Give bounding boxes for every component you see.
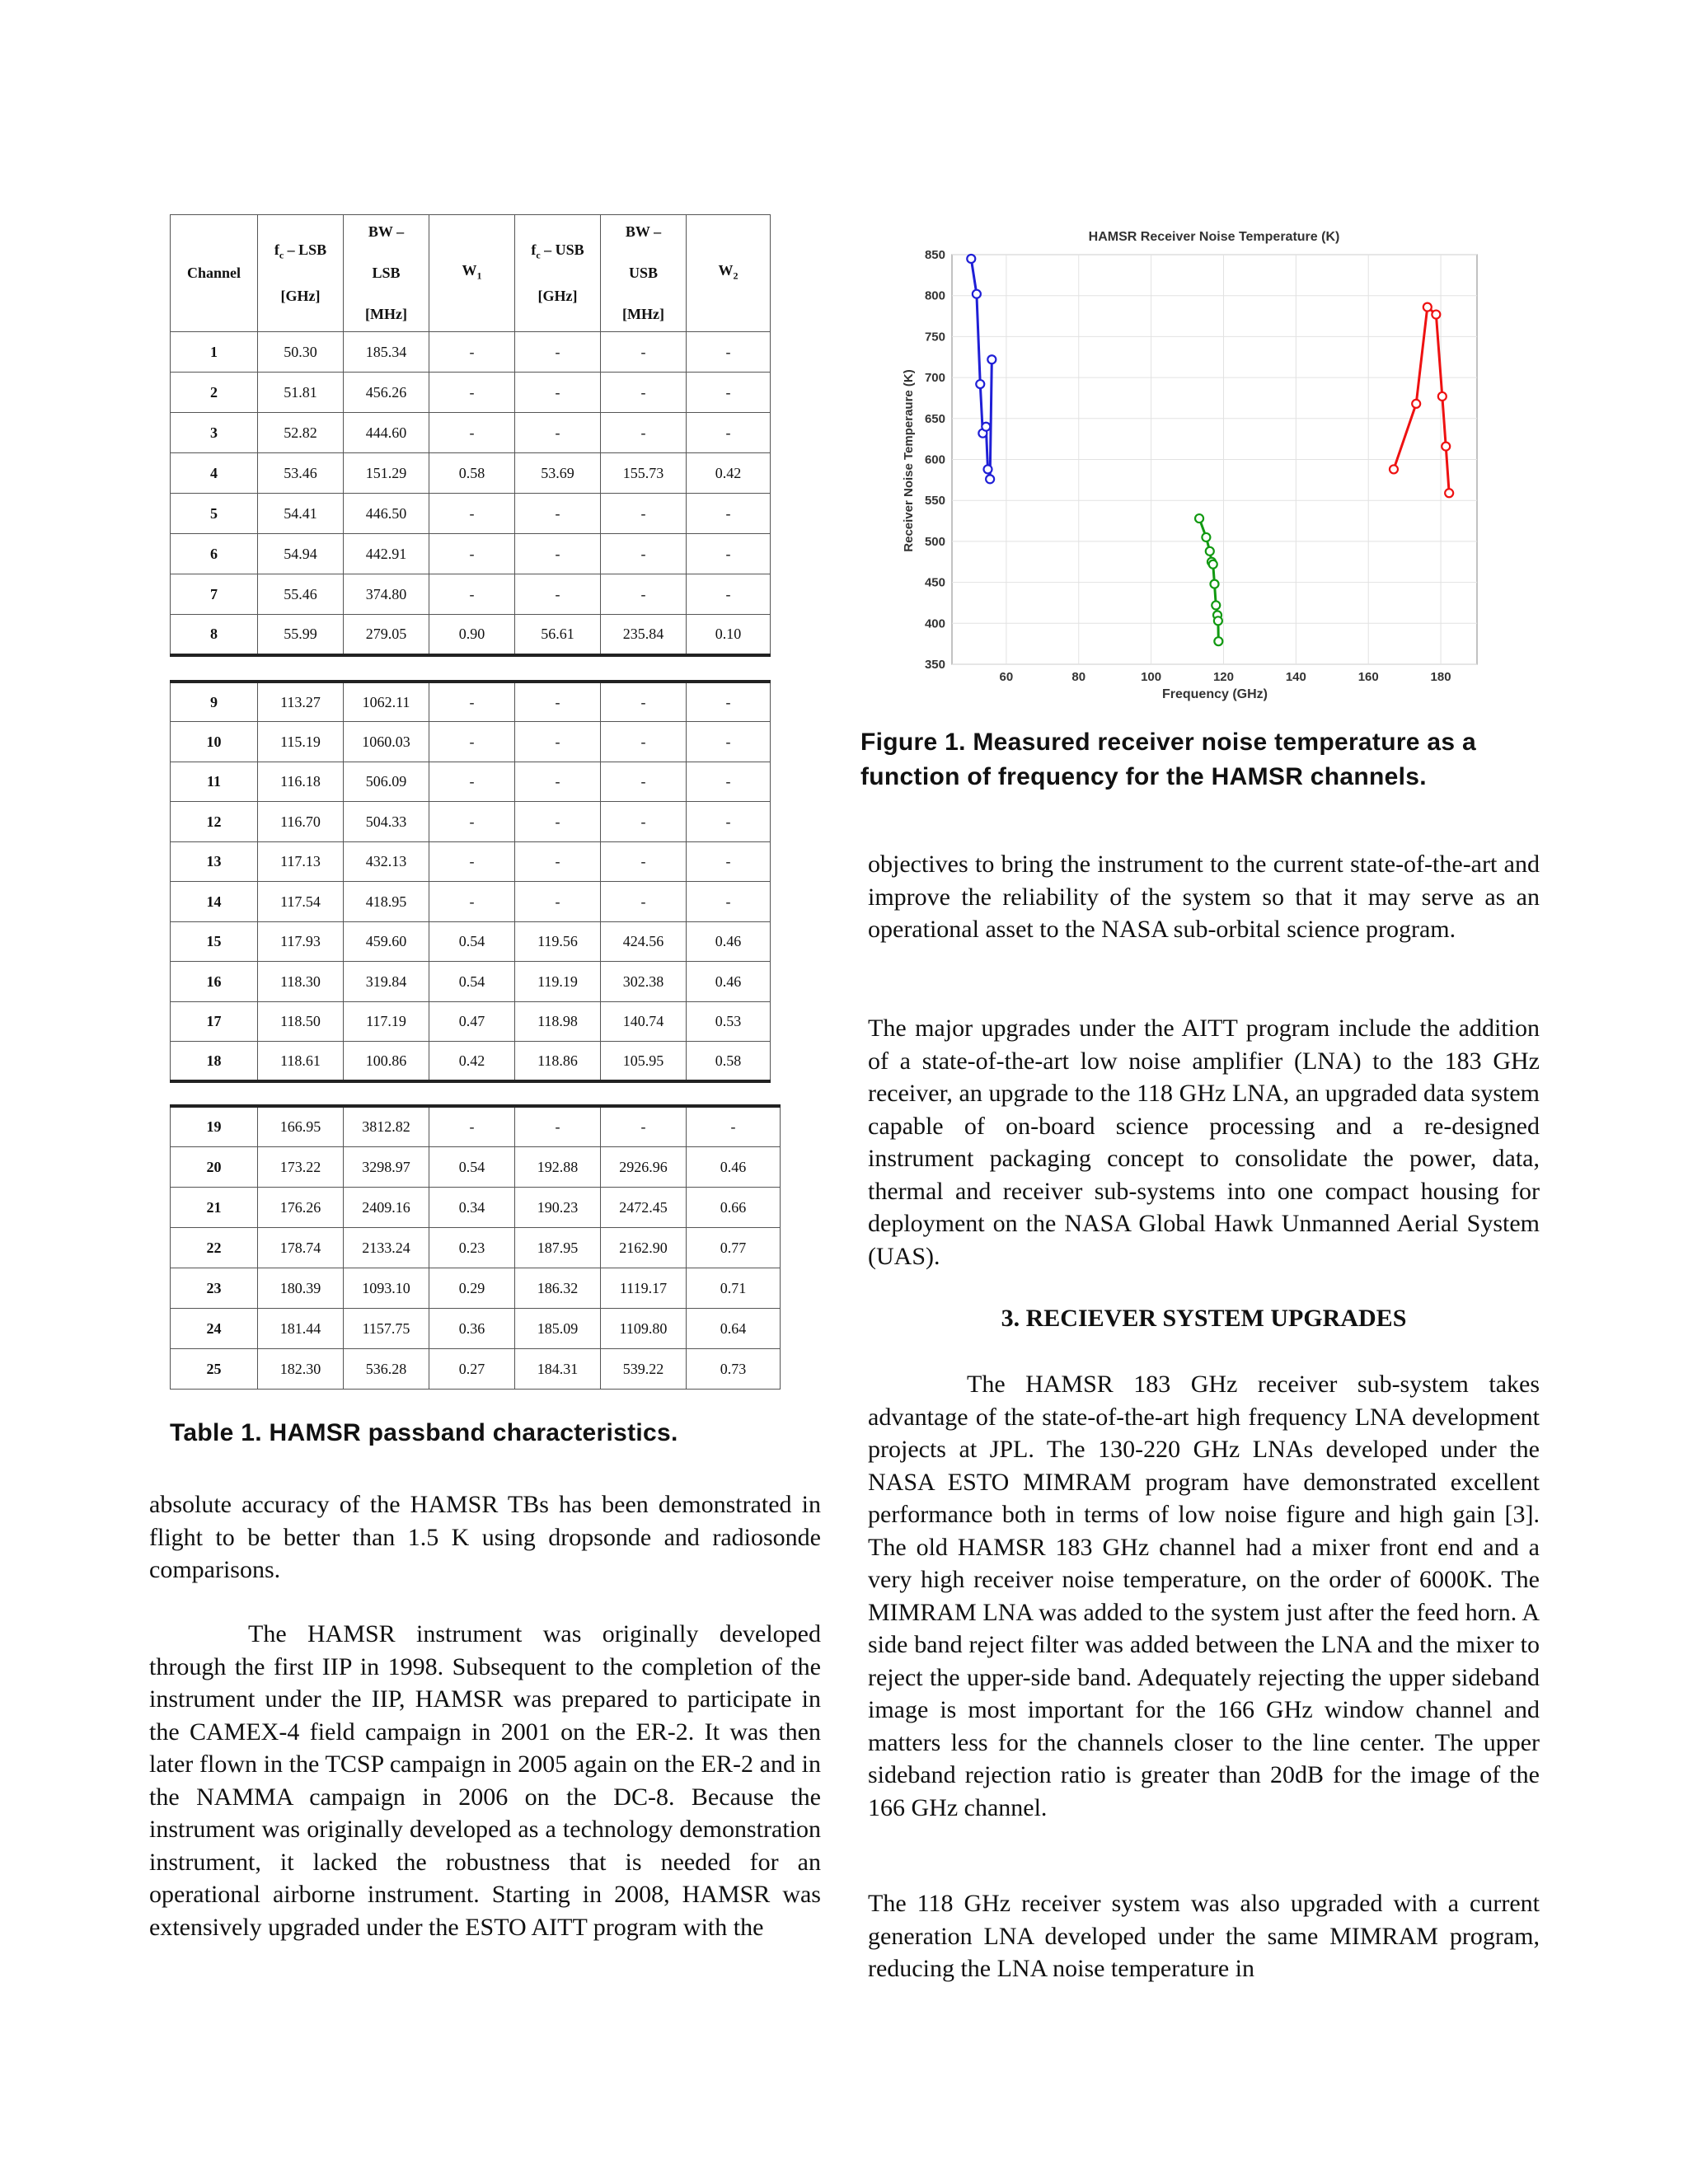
header-w1 <box>429 215 515 332</box>
table-cell: 118.30 <box>258 962 344 1002</box>
table-cell: 0.42 <box>687 453 771 494</box>
table-cell: 180.39 <box>258 1268 344 1308</box>
table-cell: 1157.75 <box>344 1308 429 1348</box>
table-cell: 0.46 <box>687 921 771 962</box>
table-cell: 173.22 <box>258 1146 344 1187</box>
chart-svg <box>894 221 1488 705</box>
chart-data-point <box>986 475 994 483</box>
table-cell: - <box>687 332 771 373</box>
figure-caption: Figure 1. Measured receiver noise temperature as a function of frequency for the HAMSR channels. <box>860 729 1476 790</box>
table-cell: 187.95 <box>515 1227 601 1268</box>
chart-x-tick-label: 120 <box>1212 670 1234 684</box>
table-cell: 1109.80 <box>601 1308 687 1348</box>
table-group-118ghz <box>171 682 771 1081</box>
table-row <box>171 1308 781 1348</box>
table-cell: - <box>429 882 515 922</box>
passband-table-top <box>170 214 771 657</box>
table-cell-channel: 9 <box>171 682 258 722</box>
table-row <box>171 332 771 373</box>
table-cell: 459.60 <box>344 921 429 962</box>
header-bw-lsb-3: [MHz] <box>365 306 407 322</box>
table-cell: 446.50 <box>344 494 429 534</box>
table-cell-channel: 16 <box>171 962 258 1002</box>
table-row <box>171 722 771 762</box>
chart-y-tick-label: 350 <box>924 658 945 672</box>
table-cell-channel: 20 <box>171 1146 258 1187</box>
table-cell: - <box>515 762 601 802</box>
table-cell: 1119.17 <box>601 1268 687 1308</box>
table-cell: 374.80 <box>344 574 429 615</box>
table-cell: - <box>687 682 771 722</box>
table-cell: - <box>687 841 771 882</box>
table-cell: - <box>429 722 515 762</box>
table-cell: - <box>515 413 601 453</box>
table-cell: - <box>601 373 687 413</box>
table-cell: 424.56 <box>601 921 687 962</box>
table-cell: 117.93 <box>258 921 344 962</box>
table-row <box>171 413 771 453</box>
table-cell: 432.13 <box>344 841 429 882</box>
table-cell: 51.81 <box>258 373 344 413</box>
table-cell: - <box>515 373 601 413</box>
table-row <box>171 1268 781 1308</box>
table-cell-channel: 1 <box>171 332 258 373</box>
table-cell: 0.90 <box>429 615 515 655</box>
table-cell: - <box>429 332 515 373</box>
table-cell: - <box>601 762 687 802</box>
table-cell: - <box>515 494 601 534</box>
header-bw-usb <box>601 215 687 332</box>
table-cell-channel: 10 <box>171 722 258 762</box>
table-cell-channel: 6 <box>171 534 258 574</box>
table-cell: - <box>687 534 771 574</box>
table-cell: 0.10 <box>687 615 771 655</box>
table-row <box>171 762 771 802</box>
table-cell-channel: 14 <box>171 882 258 922</box>
table-cell: 0.36 <box>429 1308 515 1348</box>
header-w2 <box>687 215 771 332</box>
header-fc-lsb-unit: [GHz] <box>280 288 321 305</box>
table-cell: 166.95 <box>258 1106 344 1146</box>
table-cell: 117.54 <box>258 882 344 922</box>
table-cell: 118.98 <box>515 1001 601 1042</box>
chart-data-point <box>1442 443 1450 451</box>
table-cell: - <box>429 802 515 842</box>
table-cell: 140.74 <box>601 1001 687 1042</box>
table-cell: 444.60 <box>344 413 429 453</box>
left-paragraph-1: absolute accuracy of the HAMSR TBs has been demonstrated in flight to be better than 1.5 K using dropsonde and radiosonde comparisons. <box>149 1491 821 1583</box>
table-cell: 536.28 <box>344 1348 429 1389</box>
passband-table-bottom <box>170 1104 781 1390</box>
chart-y-tick-label: 750 <box>924 330 945 344</box>
header-w1-w: W <box>462 261 477 279</box>
table-cell: 2162.90 <box>601 1227 687 1268</box>
chart-y-tick-label: 800 <box>924 288 945 303</box>
table-row <box>171 1146 781 1187</box>
table-cell: - <box>429 373 515 413</box>
table-cell: 0.73 <box>687 1348 781 1389</box>
table-cell: - <box>515 722 601 762</box>
table-cell: 118.86 <box>515 1042 601 1082</box>
chart-data-point <box>967 255 975 263</box>
header-fc-lsb <box>258 215 344 332</box>
chart-x-tick-label: 160 <box>1357 670 1379 684</box>
table-cell: 176.26 <box>258 1187 344 1227</box>
table-cell: 2926.96 <box>601 1146 687 1187</box>
table-cell: - <box>515 802 601 842</box>
chart-x-axis-label: Frequency (GHz) <box>1161 687 1268 701</box>
table-cell: - <box>429 682 515 722</box>
table-cell: 0.46 <box>687 1146 781 1187</box>
table-cell: 155.73 <box>601 453 687 494</box>
header-bw-usb-1: BW – <box>625 223 662 240</box>
table-cell: 115.19 <box>258 722 344 762</box>
chart-data-point <box>1214 637 1222 645</box>
table-cell: 2472.45 <box>601 1187 687 1227</box>
table-cell: 319.84 <box>344 962 429 1002</box>
table-cell: 0.77 <box>687 1227 781 1268</box>
table-cell: 190.23 <box>515 1187 601 1227</box>
table-cell: - <box>601 413 687 453</box>
section-heading: 3. RECIEVER SYSTEM UPGRADES <box>1001 1305 1407 1332</box>
chart-y-tick-label: 700 <box>924 371 945 386</box>
right-paragraph-4: The 118 GHz receiver system was also upgraded with a current generation LNA developed under the same MIMRAM program, reducing the LNA noise temperature in <box>868 1890 1540 1982</box>
table-cell: 1062.11 <box>344 682 429 722</box>
table-cell-channel: 13 <box>171 841 258 882</box>
table-cell: - <box>515 682 601 722</box>
table-cell-channel: 4 <box>171 453 258 494</box>
table-cell: - <box>601 574 687 615</box>
chart-x-tick-label: 100 <box>1141 670 1162 684</box>
table-row <box>171 682 771 722</box>
table-cell-channel: 25 <box>171 1348 258 1389</box>
table-cell: 2409.16 <box>344 1187 429 1227</box>
chart-data-point <box>1195 514 1203 523</box>
table-cell: 53.46 <box>258 453 344 494</box>
chart-data-point <box>1214 616 1222 625</box>
table-cell: - <box>601 722 687 762</box>
table-cell: 0.54 <box>429 962 515 1002</box>
table-cell: - <box>601 841 687 882</box>
table-cell: 0.58 <box>429 453 515 494</box>
header-fc-lsb-f: f <box>274 241 279 258</box>
table-cell: 3298.97 <box>344 1146 429 1187</box>
chart-data-point <box>1423 303 1432 312</box>
table-cell: - <box>601 1106 687 1146</box>
table-cell-channel: 15 <box>171 921 258 962</box>
table-cell: 0.71 <box>687 1268 781 1308</box>
table-row <box>171 882 771 922</box>
table-cell-channel: 23 <box>171 1268 258 1308</box>
table-cell: 0.23 <box>429 1227 515 1268</box>
chart-y-tick-label: 650 <box>924 411 945 426</box>
table-cell: - <box>515 841 601 882</box>
table-cell: 116.18 <box>258 762 344 802</box>
table-cell: 506.09 <box>344 762 429 802</box>
table-row <box>171 615 771 655</box>
table-cell: 0.54 <box>429 1146 515 1187</box>
table-row <box>171 1187 781 1227</box>
table-cell: 1060.03 <box>344 722 429 762</box>
header-bw-lsb-1: BW – <box>368 223 405 240</box>
right-paragraph-3: The HAMSR 183 GHz receiver sub-system takes advantage of the state-of-the-art high frequency LNA development projects at JPL. The 130-220 GHz LNAs developed under the NASA ESTO MIMRAM program have demonstrated excellent performance both in terms of low noise figure and high gain [3]. The old HAMSR 183 GHz channel had a mixer front end and a very high receiver noise temperature, on the order of 6000K. The MIMRAM LNA was added to the system just after the feed horn. A side band reject filter was added between the LNA and the mixer to reject the upper-side band. Adequately rejecting the upper sideband image is most important for the 166 GHz window channel and matters less for the channels closer to the line center. The upper sideband rejection ratio is greater than 20dB for the image of the 166 GHz channel. <box>868 1371 1540 1821</box>
table-cell-channel: 8 <box>171 615 258 655</box>
table-cell: 0.58 <box>687 1042 771 1082</box>
table-cell: 118.61 <box>258 1042 344 1082</box>
table-cell: - <box>687 762 771 802</box>
table-cell: 56.61 <box>515 615 601 655</box>
table-cell: - <box>515 534 601 574</box>
header-fc-usb-sub: c <box>536 249 541 261</box>
table-cell: 0.42 <box>429 1042 515 1082</box>
table-cell: 117.13 <box>258 841 344 882</box>
table-cell: - <box>429 413 515 453</box>
table-row <box>171 1001 771 1042</box>
chart-data-point <box>1202 533 1210 541</box>
table-cell: - <box>687 373 771 413</box>
table-cell: 442.91 <box>344 534 429 574</box>
chart-y-axis-label: Receiver Noise Temperaure (K) <box>902 369 916 552</box>
table-cell: 3812.82 <box>344 1106 429 1146</box>
table-cell: 55.99 <box>258 615 344 655</box>
table-cell: 539.22 <box>601 1348 687 1389</box>
table-cell: 54.41 <box>258 494 344 534</box>
table-cell: 279.05 <box>344 615 429 655</box>
chart-x-tick-label: 80 <box>1071 670 1086 684</box>
table-cell: 182.30 <box>258 1348 344 1389</box>
table-cell: 117.19 <box>344 1001 429 1042</box>
chart-y-tick-label: 600 <box>924 452 945 467</box>
table-cell: 2133.24 <box>344 1227 429 1268</box>
table-cell: - <box>687 1106 781 1146</box>
header-fc-lsb-rest: – LSB <box>284 241 327 258</box>
header-w2-w: W <box>718 261 734 279</box>
table-cell: 0.27 <box>429 1348 515 1389</box>
header-bw-lsb-2: LSB <box>372 265 401 281</box>
chart-data-point <box>1432 311 1440 319</box>
left-paragraph-2: The HAMSR instrument was originally developed through the first IIP in 1998. Subsequent to the completion of the instrument under the IIP, HAMSR was prepared to participate in the CAMEX-4 field campaign in 2001 on the ER-2. It was then later flown in the TCSP campaign in 2005 again on the ER-2 and in the NAMMA campaign in 2006 on the DC-8. Because the instrument was originally developed as a technology demonstration instrument, it lacked the robustness that is needed for an operational airborne instrument. Starting in 2008, HAMSR was extensively upgraded under the ESTO AITT program with the <box>149 1620 821 1941</box>
table-cell: 456.26 <box>344 373 429 413</box>
table-cell-channel: 5 <box>171 494 258 534</box>
chart-y-tick-label: 550 <box>924 494 945 509</box>
header-bw-usb-2: USB <box>628 265 658 281</box>
header-channel: Channel <box>171 215 258 332</box>
header-fc-usb-f: f <box>531 241 537 258</box>
table-caption: Table 1. HAMSR passband characteristics. <box>170 1419 678 1446</box>
header-bw-lsb <box>344 215 429 332</box>
table-cell-channel: 18 <box>171 1042 258 1082</box>
table-cell: 54.94 <box>258 534 344 574</box>
chart-data-point <box>1212 601 1220 609</box>
chart-x-tick-label: 60 <box>999 670 1014 684</box>
table-cell: 181.44 <box>258 1308 344 1348</box>
table-cell: - <box>687 413 771 453</box>
table-cell: 151.29 <box>344 453 429 494</box>
table-cell: - <box>515 882 601 922</box>
table-cell: - <box>515 1106 601 1146</box>
table-cell: 113.27 <box>258 682 344 722</box>
table-cell: 0.46 <box>687 962 771 1002</box>
table-cell: 302.38 <box>601 962 687 1002</box>
chart-data-point <box>1211 580 1219 588</box>
table-row <box>171 841 771 882</box>
chart-y-tick-label: 850 <box>924 248 945 262</box>
table-cell: - <box>601 534 687 574</box>
table-cell: 192.88 <box>515 1146 601 1187</box>
noise-temperature-chart <box>894 221 1488 705</box>
table-cell-channel: 2 <box>171 373 258 413</box>
table-cell: - <box>429 1106 515 1146</box>
chart-y-tick-label: 450 <box>924 575 945 590</box>
table-cell: 105.95 <box>601 1042 687 1082</box>
table-cell: 0.66 <box>687 1187 781 1227</box>
passband-table-middle <box>170 680 771 1083</box>
chart-data-point <box>1412 400 1420 408</box>
right-paragraph-1: objectives to bring the instrument to the current state-of-the-art and improve the reliability of the system so that it may serve as an operational asset to the NASA sub-orbital science program. <box>868 851 1540 943</box>
table-cell: - <box>429 494 515 534</box>
table-cell: 185.34 <box>344 332 429 373</box>
table-cell: 53.69 <box>515 453 601 494</box>
chart-data-point <box>983 465 992 473</box>
table-cell: - <box>515 574 601 615</box>
table-row <box>171 921 771 962</box>
table-row <box>171 494 771 534</box>
table-row <box>171 1042 771 1082</box>
chart-x-tick-label: 180 <box>1430 670 1451 684</box>
table-cell: 119.19 <box>515 962 601 1002</box>
table-cell: - <box>429 762 515 802</box>
table-cell: 50.30 <box>258 332 344 373</box>
header-w2-sub: 2 <box>733 269 738 282</box>
table-cell: 0.53 <box>687 1001 771 1042</box>
chart-data-point <box>982 423 990 431</box>
table-cell: 52.82 <box>258 413 344 453</box>
chart-data-point <box>976 380 984 388</box>
table-cell-channel: 11 <box>171 762 258 802</box>
table-row <box>171 453 771 494</box>
chart-x-tick-label: 140 <box>1285 670 1306 684</box>
table-group-183ghz <box>171 1106 781 1389</box>
table-cell: - <box>515 332 601 373</box>
table-header-row <box>171 215 771 332</box>
table-cell: - <box>429 841 515 882</box>
table-cell: - <box>687 802 771 842</box>
table-cell: - <box>429 534 515 574</box>
chart-y-tick-label: 400 <box>924 616 945 631</box>
table-cell-channel: 17 <box>171 1001 258 1042</box>
table-cell: 186.32 <box>515 1268 601 1308</box>
table-cell: 0.47 <box>429 1001 515 1042</box>
table-row <box>171 373 771 413</box>
table-cell-channel: 7 <box>171 574 258 615</box>
table-row <box>171 574 771 615</box>
table-cell: 118.50 <box>258 1001 344 1042</box>
chart-data-point <box>973 290 981 298</box>
chart-y-tick-label: 500 <box>924 534 945 549</box>
table-cell: - <box>687 494 771 534</box>
table-cell: - <box>601 494 687 534</box>
chart-data-point <box>1438 392 1447 401</box>
table-cell: - <box>601 882 687 922</box>
table-group-50ghz <box>171 332 771 655</box>
table-cell: 235.84 <box>601 615 687 655</box>
table-row <box>171 1227 781 1268</box>
header-w1-sub: 1 <box>476 269 482 282</box>
table-cell: 0.29 <box>429 1268 515 1308</box>
table-cell-channel: 19 <box>171 1106 258 1146</box>
table-row <box>171 1348 781 1389</box>
table-cell: 100.86 <box>344 1042 429 1082</box>
table-cell: 178.74 <box>258 1227 344 1268</box>
header-bw-usb-3: [MHz] <box>622 306 664 322</box>
table-cell: - <box>601 682 687 722</box>
table-cell: 1093.10 <box>344 1268 429 1308</box>
table-cell: 185.09 <box>515 1308 601 1348</box>
table-cell-channel: 24 <box>171 1308 258 1348</box>
table-cell: 0.34 <box>429 1187 515 1227</box>
chart-data-point <box>1209 560 1217 569</box>
chart-data-point <box>1445 489 1453 497</box>
table-row <box>171 802 771 842</box>
chart-title: HAMSR Receiver Noise Temperature (K) <box>1088 230 1340 244</box>
table-cell: 0.54 <box>429 921 515 962</box>
table-cell-channel: 21 <box>171 1187 258 1227</box>
table-cell: 184.31 <box>515 1348 601 1389</box>
table-cell: 504.33 <box>344 802 429 842</box>
table-cell: - <box>601 802 687 842</box>
chart-data-point <box>1390 465 1398 473</box>
chart-data-point <box>1206 547 1214 555</box>
table-cell: 119.56 <box>515 921 601 962</box>
table-cell: - <box>687 574 771 615</box>
table-row <box>171 1106 781 1146</box>
table-cell: - <box>687 882 771 922</box>
header-fc-lsb-sub: c <box>279 249 284 261</box>
table-row <box>171 534 771 574</box>
table-cell-channel: 12 <box>171 802 258 842</box>
table-cell: 55.46 <box>258 574 344 615</box>
header-fc-usb <box>515 215 601 332</box>
table-cell: - <box>429 574 515 615</box>
right-paragraph-2: The major upgrades under the AITT program include the addition of a state-of-the-art low noise amplifier (LNA) to the 183 GHz receiver, an upgrade to the 118 GHz LNA, an upgraded data system capable of on-board science processing and a re-designed instrument packaging concept to consolidate the power, data, thermal and receiver sub-systems into one compact housing for deployment on the NASA Global Hawk Unmanned Aerial System (UAS). <box>868 1015 1540 1270</box>
header-fc-usb-rest: – USB <box>540 241 584 258</box>
header-fc-usb-unit: [GHz] <box>537 288 578 305</box>
table-cell: 116.70 <box>258 802 344 842</box>
chart-data-point <box>987 355 996 363</box>
table-cell-channel: 3 <box>171 413 258 453</box>
table-cell: 418.95 <box>344 882 429 922</box>
table-cell-channel: 22 <box>171 1227 258 1268</box>
table-cell: - <box>601 332 687 373</box>
table-cell: 0.64 <box>687 1308 781 1348</box>
table-cell: - <box>687 722 771 762</box>
table-row <box>171 962 771 1002</box>
